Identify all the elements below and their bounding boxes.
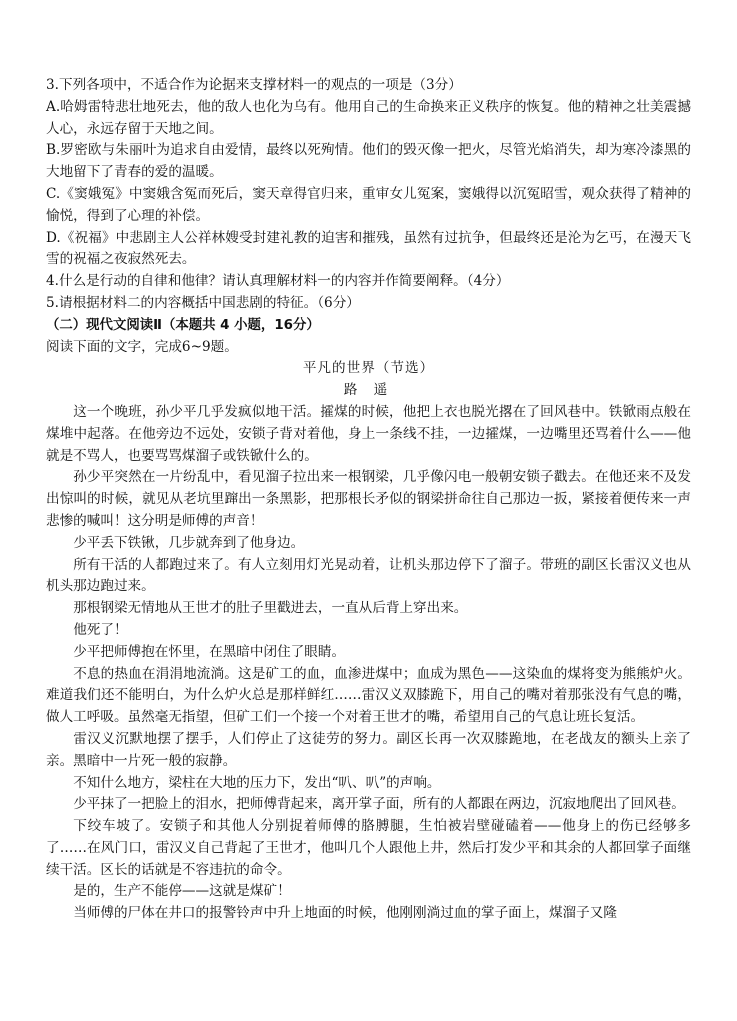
passage-title: 平凡的世界（节选） <box>302 360 435 377</box>
option-c: C.《窦娥冤》中窦娥含冤而死后，窦天章得官归来，重审女儿冤案，窦娥得以沉冤昭雪，观众获得了精神的愉悦，得到了心理的补偿。 <box>46 185 691 224</box>
paragraph: 他死了！ <box>73 621 128 638</box>
paragraph: 雷汉义沉默地摆了摆手，人们停止了这徒劳的努力。副区长再一次双膝跪地，在老战友的额头上亲了亲。黑暗中一片死一般的寂静。 <box>46 730 691 769</box>
section-instruction: 阅读下面的文字，完成6~9题。 <box>46 338 238 355</box>
paragraph: 少平抹了一把脸上的泪水，把师傅背起来，离开掌子面，所有的人都跟在两边，沉寂地爬出了回风巷。 <box>73 796 685 813</box>
passage-author: 路 遥 <box>343 382 394 399</box>
section-heading: （二）现代文阅读Ⅱ（本题共 4 小题，16分） <box>46 317 320 333</box>
paragraph: 孙少平突然在一片纷乱中，看见溜子拉出来一根钢梁，几乎像闪电一般朝安锁子戳去。在他还来不及发出惊叫的时候，就见从老坑里蹿出一条黑影，把那根长矛似的钢梁拼命往自己那边一扳，紧接着便传来一声悲惨的喊叫！这分明是师傅的声音！ <box>46 469 691 529</box>
paragraph: 当师傅的尸体在井口的报警铃声中升上地面的时候，他刚刚淌过血的掌子面上，煤溜子又隆 <box>73 905 617 922</box>
question-3: 3.下列各项中，不适合作为论据来支撑材料一的观点的一项是（3分） <box>46 77 462 93</box>
document-page <box>46 75 691 925</box>
question-4: 4.什么是行动的自律和他律？请认真理解材料一的内容并作简要阐释。（4分） <box>46 273 510 290</box>
paragraph: 所有干活的人都跑过来了。有人立刻用灯光晃动着，让机头那边停下了溜子。带班的副区长雷汉义也从机头那边跑过来。 <box>46 556 691 595</box>
paragraph: 少平把师傅抱在怀里，在黑暗中闭住了眼睛。 <box>73 643 346 660</box>
paragraph: 是的，生产不能停——这就是煤矿！ <box>73 883 291 900</box>
option-d: D.《祝福》中悲剧主人公祥林嫂受封建礼教的迫害和摧残，虽然有过抗争，但最终还是沦为乞丐，在漫天飞雪的祝福之夜寂然死去。 <box>46 229 691 268</box>
paragraph: 不息的热血在涓涓地流淌。这是矿工的血，血渗进煤中；血成为黑色——这染血的煤将变为熊熊炉火。难道我们还不能明白，为什么炉火总是那样鲜红……雷汉义双膝跪下，用自己的嘴对着那张没有气息的嘴，做人工呼吸。虽然毫无指望，但矿工们一个接一个对着王世才的嘴，希望用自己的气息让班长复活。 <box>46 665 691 726</box>
paragraph: 那根钢梁无情地从王世才的肚子里戳进去，一直从后背上穿出来。 <box>73 600 468 617</box>
paragraph: 不知什么地方，梁柱在大地的压力下，发出“叭、叭”的声响。 <box>73 774 441 791</box>
paragraph: 这一个晚班，孙少平几乎发疯似地干活。攉煤的时候，他把上衣也脱光撂在了回风巷中。铁锨雨点般在煤堆中起落。在他旁边不远处，安锁子背对着他，身上一条线不挂，一边攉煤，一边嘴里还骂着什么——他就是不骂人，也要骂骂煤溜子或铁锨什么的。 <box>46 403 691 464</box>
paragraph: 少平丢下铁锹，几步就奔到了他身边。 <box>73 534 305 551</box>
option-a: A.哈姆雷特悲壮地死去，他的敌人也化为乌有。他用自己的生命换来正义秩序的恢复。他的精神之壮美震撼人心，永远存留于天地之间。 <box>46 98 691 137</box>
option-b: B.罗密欧与朱丽叶为追求自由爱情，最终以死殉情。他们的毁灭像一把火，尽管光焰消失，却为寒冷漆黑的大地留下了青春的爱的温暖。 <box>46 142 691 181</box>
paragraph: 下绞车坡了。安锁子和其他人分别捉着师傅的胳膊腿，生怕被岩壁碰磕着——他身上的伤已经够多了……在风门口，雷汉义自己背起了王世才，他叫几个人跟他上井，然后打发少平和其余的人都回掌子面继续干活。区长的话就是不容违抗的命令。 <box>46 818 691 878</box>
question-5: 5.请根据材料二的内容概括中国悲剧的特征。（6分） <box>46 294 360 311</box>
